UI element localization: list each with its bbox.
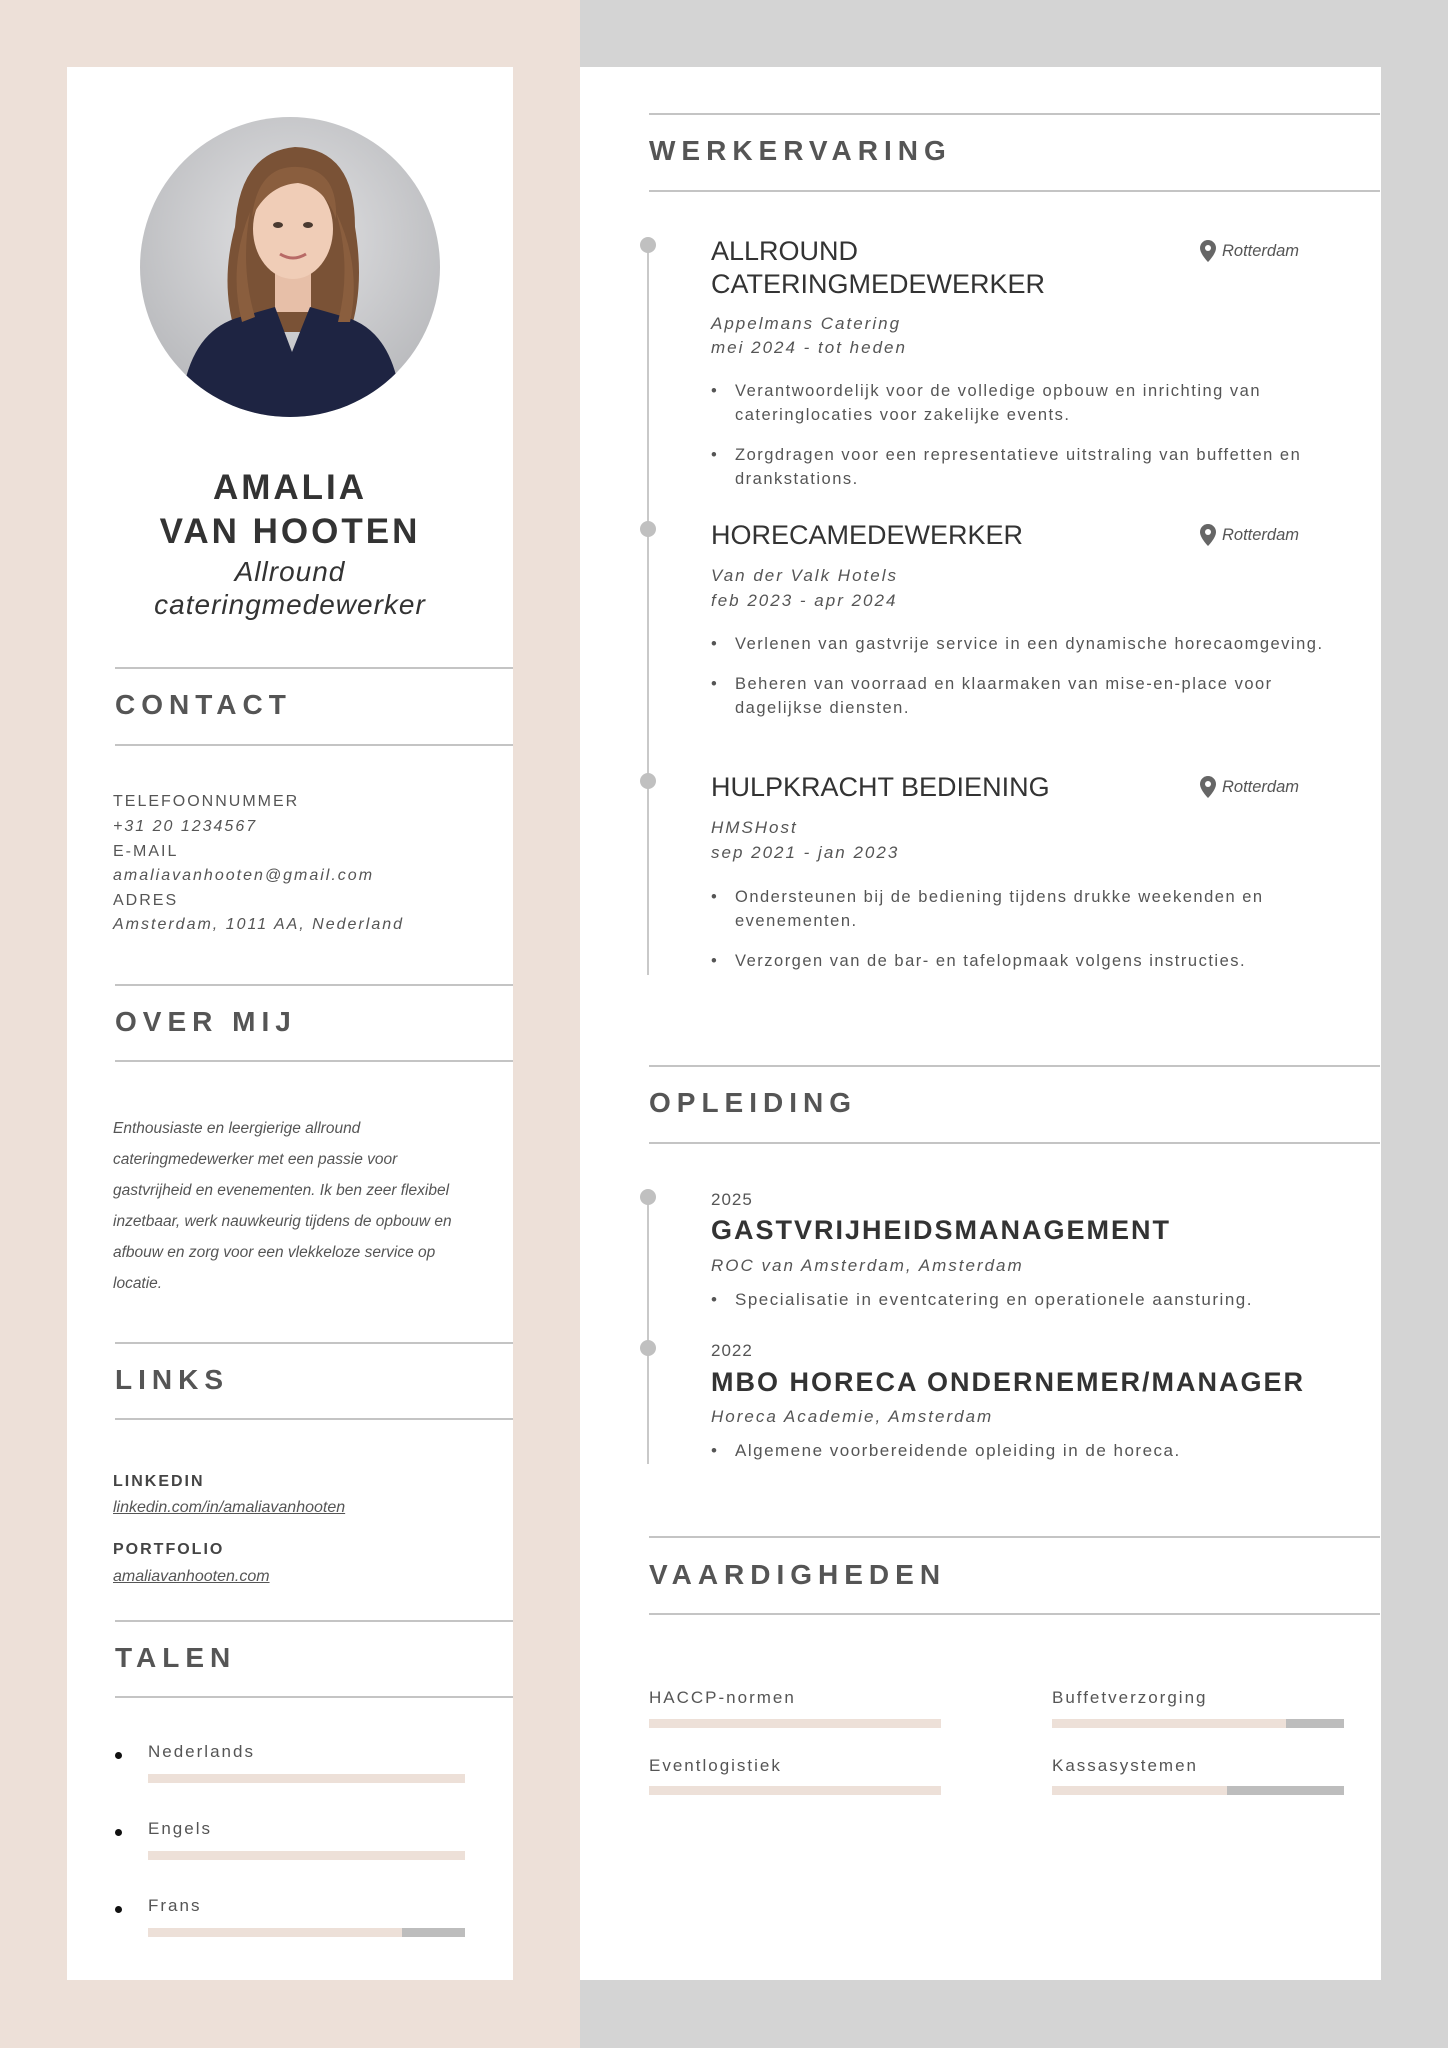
links-heading: LINKS (115, 1364, 229, 1395)
job-title (711, 771, 1050, 804)
job-location (1200, 240, 1299, 262)
job-bullets (711, 885, 1331, 989)
job-bullet: • Beheren van voorraad en klaarmaken van mise-en-place voor dagelijkse diensten. (711, 672, 1331, 720)
timeline-dot (640, 1340, 656, 1356)
phone-value: +31 20 1234567 (113, 818, 258, 835)
language-level-bar (148, 1774, 465, 1783)
education-title: MBO HORECA ONDERNEMER/MANAGER (711, 1367, 1306, 1397)
job-bullets (711, 379, 1331, 507)
skill-level-bar (649, 1719, 941, 1728)
email-value[interactable]: amaliavanhooten@gmail.com (113, 867, 375, 884)
linkedin-label: LINKEDIN (113, 1473, 205, 1490)
timeline-dot (640, 237, 656, 253)
experience-heading: WERKERVARING (649, 135, 952, 166)
skill-level-fill (1286, 1719, 1344, 1728)
job-location (1200, 776, 1299, 798)
timeline-dot (640, 1189, 656, 1205)
skill-level-bar (649, 1786, 941, 1795)
timeline-dot (640, 773, 656, 789)
links-divider-top (115, 1342, 513, 1344)
languages-heading: TALEN (115, 1642, 237, 1673)
about-divider-top (115, 984, 513, 986)
contact-divider-top (115, 667, 513, 669)
phone-label: TELEFOONNUMMER (113, 793, 300, 810)
skill-name: Buffetverzorging (1052, 1688, 1208, 1707)
education-bullet: • Specialisatie in eventcatering en operationele aansturing. (711, 1290, 1253, 1310)
timeline-dot (640, 521, 656, 537)
job-title-line: HULPKRACHT BEDIENING (711, 772, 1050, 802)
role-line-2: cateringmedewerker (154, 589, 426, 620)
job-location-text: Rotterdam (1222, 777, 1300, 796)
address-value: Amsterdam, 1011 AA, Nederland (113, 916, 405, 933)
language-level-bar (148, 1851, 465, 1860)
language-level-bar (148, 1928, 465, 1937)
contact-divider-bottom (115, 744, 513, 746)
education-divider-top (649, 1065, 1380, 1067)
portfolio-label: PORTFOLIO (113, 1541, 225, 1558)
skills-divider-bottom (649, 1613, 1380, 1615)
skill-name: Kassasystemen (1052, 1756, 1198, 1775)
job-dates: sep 2021 - jan 2023 (711, 843, 900, 862)
job-title (711, 519, 1023, 552)
job-location-text: Rotterdam (1222, 241, 1300, 260)
location-pin-icon (1200, 240, 1216, 262)
experience-divider-bottom (649, 190, 1380, 192)
education-bullet: • Algemene voorbereidende opleiding in de horeca. (711, 1441, 1181, 1461)
portfolio-link[interactable]: amaliavanhooten.com (113, 1568, 270, 1585)
role-line-1: Allround (234, 556, 346, 587)
skill-level-fill (1227, 1786, 1344, 1795)
experience-timeline (647, 245, 649, 975)
language-bullet (115, 1829, 122, 1836)
education-year: 2022 (711, 1341, 753, 1360)
education-divider-bottom (649, 1142, 1380, 1144)
first-name: AMALIA (212, 468, 368, 507)
job-dates: feb 2023 - apr 2024 (711, 591, 898, 610)
language-bullet (115, 1752, 122, 1759)
job-location (1200, 524, 1299, 546)
education-timeline (647, 1196, 649, 1464)
skills-divider-top (649, 1536, 1380, 1538)
education-school: ROC van Amsterdam, Amsterdam (711, 1256, 1024, 1275)
languages-divider-top (115, 1620, 513, 1622)
last-name: VAN HOOTEN (159, 512, 421, 551)
links-divider-bottom (115, 1418, 513, 1420)
job-bullets (711, 632, 1331, 736)
job-bullet: • Verantwoordelijk voor de volledige opbouw en inrichting van cateringlocaties voor zakelijke events. (711, 379, 1331, 427)
location-pin-icon (1200, 776, 1216, 798)
language-bullet (115, 1906, 122, 1913)
education-heading: OPLEIDING (649, 1087, 858, 1118)
education-year: 2025 (711, 1190, 753, 1209)
job-company: HMSHost (711, 818, 798, 837)
location-pin-icon (1200, 524, 1216, 546)
job-bullet: • Verzorgen van de bar- en tafelopmaak volgens instructies. (711, 949, 1331, 973)
education-school: Horeca Academie, Amsterdam (711, 1407, 994, 1426)
skill-level-bar (1052, 1786, 1344, 1795)
education-title: GASTVRIJHEIDSMANAGEMENT (711, 1215, 1172, 1245)
job-dates: mei 2024 - tot heden (711, 338, 907, 357)
language-level-fill (402, 1928, 465, 1937)
about-heading: OVER MIJ (115, 1006, 297, 1037)
about-divider-bottom (115, 1060, 513, 1062)
language-name: Engels (148, 1819, 212, 1838)
language-name: Nederlands (148, 1742, 255, 1761)
job-company: Appelmans Catering (711, 314, 902, 333)
languages-divider-bottom (115, 1696, 513, 1698)
about-text: Enthousiaste en leergierige allround cateringmedewerker met een passie voor gastvrijheid en evenementen. Ik ben zeer flexibel inzetbaar, werk nauwkeurig tijdens de opbouw en afbouw en zorg voor een vlekkeloze service op locatie. (113, 1120, 452, 1292)
skill-level-bar (1052, 1719, 1344, 1728)
skill-name: HACCP-normen (649, 1688, 796, 1707)
skills-heading: VAARDIGHEDEN (649, 1559, 947, 1590)
address-label: ADRES (113, 892, 179, 909)
job-bullet: • Ondersteunen bij de bediening tijdens drukke weekenden en evenementen. (711, 885, 1331, 933)
job-title-line: ALLROUND (711, 236, 859, 266)
job-company: Van der Valk Hotels (711, 566, 898, 585)
job-location-text: Rotterdam (1222, 525, 1300, 544)
job-title-line: CATERINGMEDEWERKER (711, 269, 1046, 299)
experience-divider-top (649, 113, 1380, 115)
job-bullet: • Zorgdragen voor een representatieve uitstraling van buffetten en drankstations. (711, 443, 1331, 491)
profile-photo (140, 117, 440, 417)
job-title-line: HORECAMEDEWERKER (711, 520, 1024, 550)
contact-heading: CONTACT (115, 689, 292, 720)
skill-name: Eventlogistiek (649, 1756, 782, 1775)
job-title (711, 235, 1045, 301)
language-name: Frans (148, 1896, 202, 1915)
linkedin-link[interactable]: linkedin.com/in/amaliavanhooten (113, 1499, 346, 1516)
job-bullet: • Verlenen van gastvrije service in een dynamische horecaomgeving. (711, 632, 1331, 656)
email-label: E-MAIL (113, 843, 179, 860)
